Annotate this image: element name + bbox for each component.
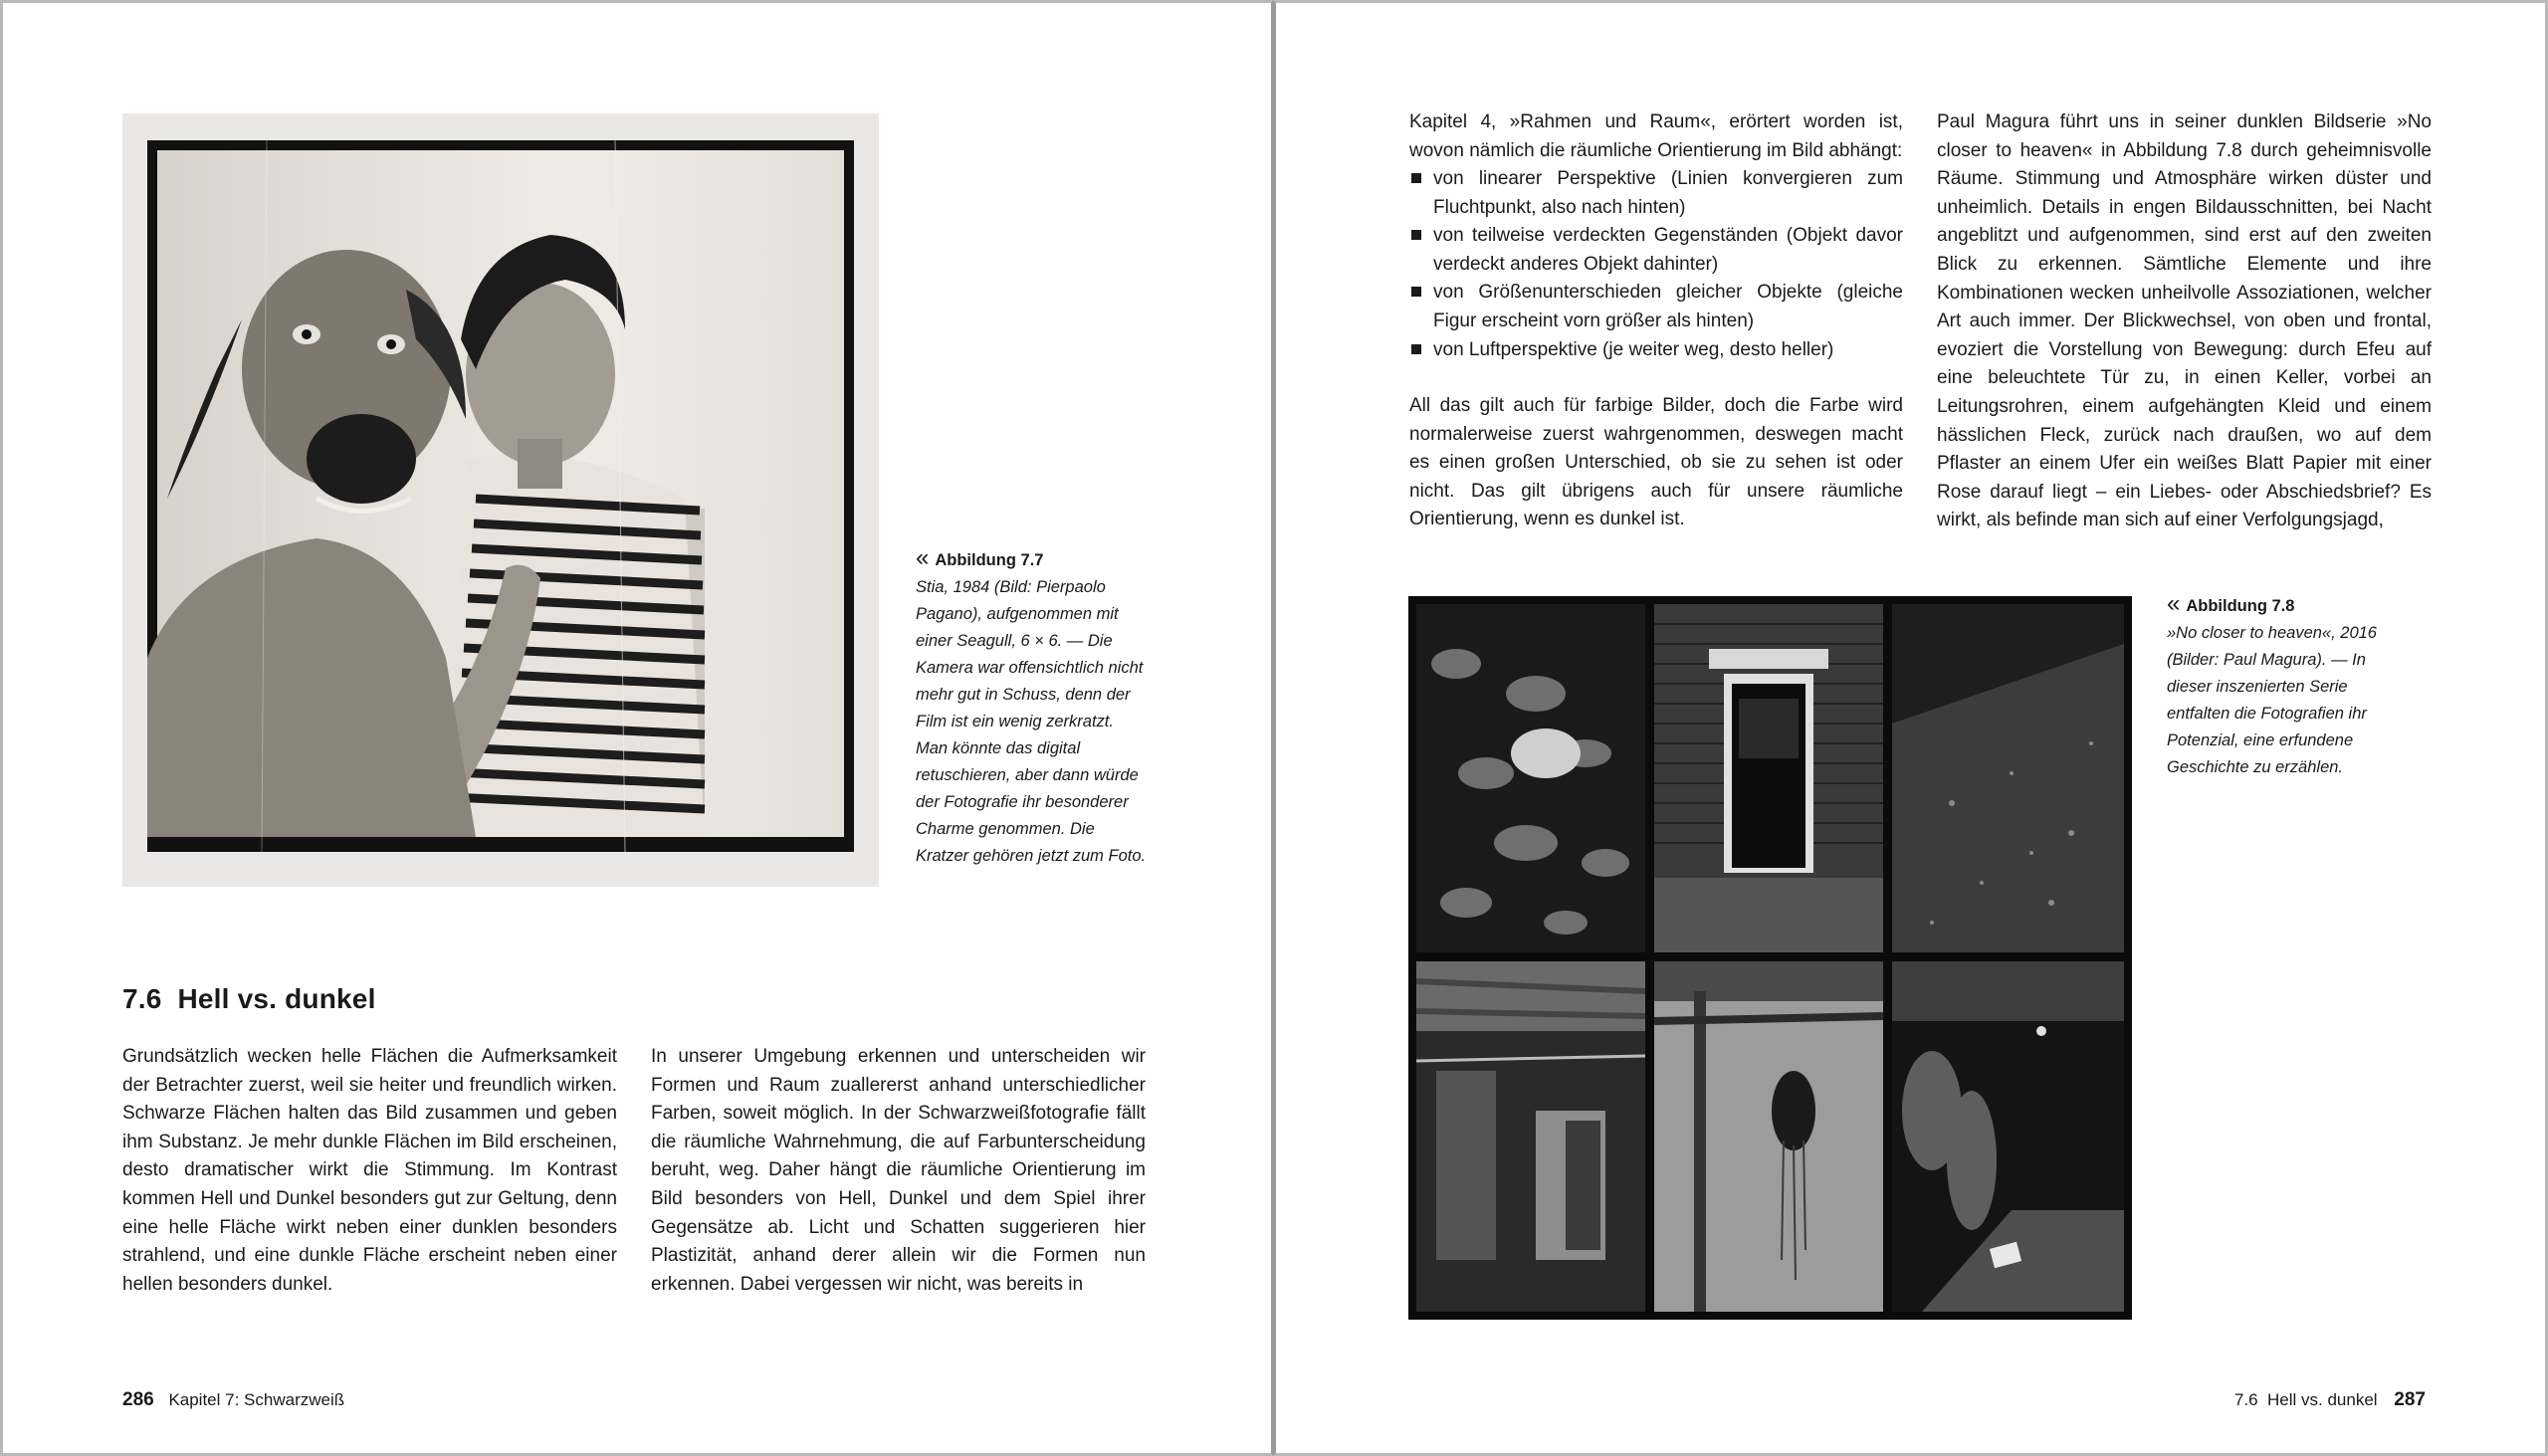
figure-7-8-title: « Abbildung 7.8	[2167, 590, 2295, 617]
chapter-label: Kapitel 7: Schwarzweiß	[168, 1390, 345, 1409]
right-column-1-paragraph: All das gilt auch für farbige Bilder, doch die Farbe wird normalerweise zuerst wahrgenommen, deswegen macht es einen großen Unterschied, ob sie zu sehen ist oder nicht. Das gilt übrigens auch für unsere räumliche Orientierung, wenn es dunkel ist.	[1409, 395, 1903, 530]
photo-series-grid	[1408, 596, 2132, 1320]
left-page	[0, 0, 1273, 1456]
photo-cellar	[1416, 961, 1645, 1312]
photo-ivy-image	[1416, 604, 1645, 952]
photo-shore-image	[1892, 961, 2124, 1312]
figure-7-8-text: »No closer to heaven«, 2016 (Bilder: Paul Magura). — In dieser inszenierten Serie entfalten die Fotografien ihr Potenzial, eine erfundene Geschichte zu erzählen.	[2167, 624, 2377, 776]
right-column-2: Paul Magura führt uns in seiner dunklen Bildserie »No closer to heaven« in Abbildung 7.8 durch geheimnisvolle Räume. Stimmung und Atmosphäre wirken düster und unheimlich. Details in engen Bildausschnitten, bei Nacht angeblitzt und aufgenommen, sind erst auf den zweiten Blick zu erkennen. Sämtliche Elemente und ihre Kombinationen wecken unheilvolle Assoziationen, welcher Art auch immer. Der Blickwechsel, von oben und frontal, evoziert die Vorstellung von Bewegung: durch Efeu auf eine beleuchtete Tür zu, in einen Keller, vorbei an Leitungsrohren, einem aufgehängten Kleid und einem hässlichen Fleck, zurück nach draußen, wo auf dem Pflaster an einem Ufer ein weißes Blatt Papier mit einer Rose darauf liegt – ein Liebes- oder Abschiedsbrief? Es wirkt, als befinde man sich auf einer Verfolgungsjagd,	[1937, 111, 2432, 531]
figure-7-7-caption	[916, 544, 1147, 870]
left-footer	[122, 1389, 344, 1411]
photo-print	[147, 140, 854, 852]
list-item: von Luftperspektive (je weiter weg, desto heller)	[1409, 336, 1903, 365]
page-number-left: 286	[122, 1389, 154, 1410]
page-number-right: 287	[2394, 1389, 2426, 1410]
photo-door-image	[1654, 604, 1883, 952]
photo-boy-with-dog	[122, 113, 879, 887]
photo-door	[1654, 604, 1883, 952]
depth-cue-list	[1409, 165, 1903, 364]
right-footer	[2234, 1389, 2426, 1411]
left-column-1: Grundsätzlich wecken helle Flächen die Aufmerksamkeit der Betrachter zuerst, weil sie heiter und freundlich wirken. Schwarze Flächen halten das Bild zusammen und geben ihm Substanz. Je mehr dunkle Flächen im Bild erscheinen, desto dramatischer wirkt die Stimmung. Im Kontrast kommen Hell und Dunkel besonders gut zur Geltung, denn eine helle Fläche wirkt neben einer dunklen besonders strahlend, und eine dunkle Fläche erscheint neben einer hellen besonders dunkel.	[122, 1046, 617, 1295]
photo-wall-stain-image	[1654, 961, 1883, 1312]
section-heading: 7.6 Hell vs. dunkel	[122, 983, 376, 1014]
photo-wall-stain	[1654, 961, 1883, 1312]
list-item: von Größenunterschieden gleicher Objekte (gleiche Figur erscheint vorn größer als hinten)	[1409, 279, 1903, 335]
figure-7-8-caption	[2167, 590, 2401, 781]
list-item: von teilweise verdeckten Gegenständen (Objekt davor verdeckt anderes Objekt dahinter)	[1409, 222, 1903, 279]
photo-illustration	[147, 140, 854, 852]
figure-7-7-text: Stia, 1984 (Bild: Pierpaolo Pagano), aufgenommen mit einer Seagull, 6 × 6. — Die Kamera war offensichtlich nicht mehr gut in Schuss, denn der Film ist ein wenig zerkratzt. Man könnte das digital retuschieren, aber dann würde der Fotografie ihr besonderer Charme genommen. Die Kratzer gehören jetzt zum Foto.	[916, 578, 1147, 865]
photo-ground-image	[1892, 604, 2124, 952]
list-item: von linearer Perspektive (Linien konvergieren zum Fluchtpunkt, also nach hinten)	[1409, 165, 1903, 222]
section-label: 7.6 Hell vs. dunkel	[2233, 1390, 2378, 1409]
chevron-left-icon: «	[2167, 590, 2181, 617]
photo-ivy	[1416, 604, 1645, 952]
photo-cellar-image	[1416, 961, 1645, 1312]
left-column-2: In unserer Umgebung erkennen und unterscheiden wir Formen und Raum zuallererst anhand unterschiedlicher Farben, soweit möglich. In der Schwarzweißfotografie fällt die räumliche Wahrnehmung, die auf Farbunterscheidung beruht, weg. Daher hängt die räumliche Orientierung im Bild besonders von Hell, Dunkel und dem Spiel ihrer Gegensätze ab. Licht und Schatten suggerieren hier Plastizität, anhand derer allein wir die Formen nun erkennen. Dabei vergessen wir nicht, was bereits in	[651, 1046, 1146, 1295]
photo-shore	[1892, 961, 2124, 1312]
right-column-1-intro: Kapitel 4, »Rahmen und Raum«, erörtert worden ist, wovon nämlich die räumliche Orientierung im Bild abhängt:	[1409, 111, 1903, 161]
photo-ground	[1892, 604, 2124, 952]
figure-7-7-title: « Abbildung 7.7	[916, 544, 1044, 571]
right-page	[1273, 0, 2548, 1456]
chevron-left-icon: «	[916, 544, 930, 571]
